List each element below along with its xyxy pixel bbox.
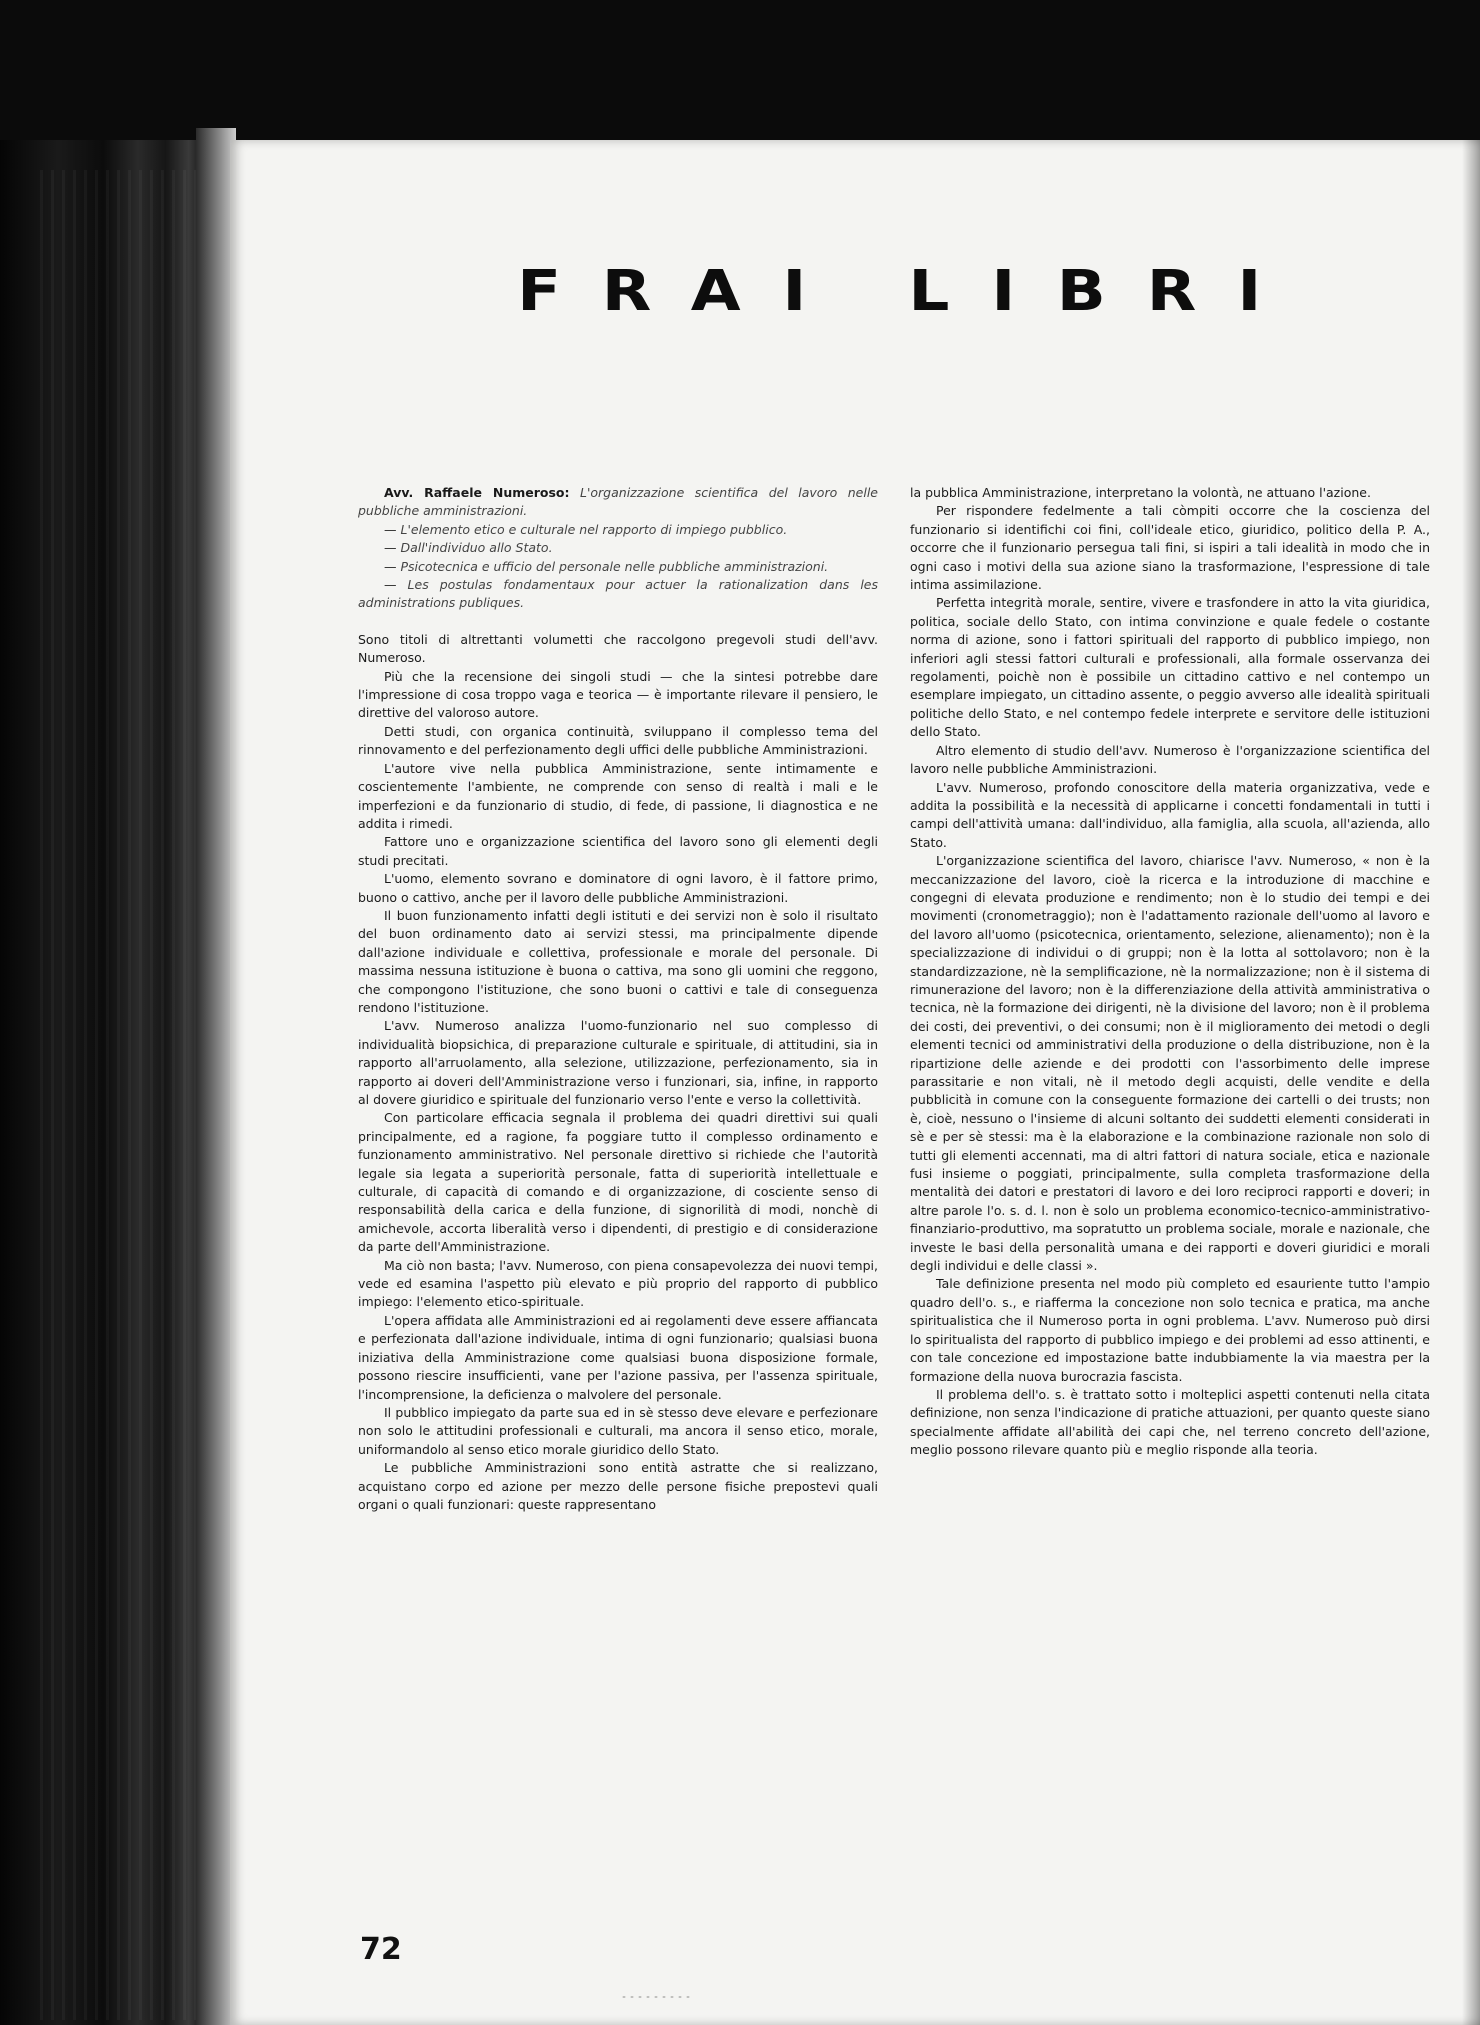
body-paragraph: Il pubblico impiegato da parte sua ed in sè stesso deve elevare e perfezionare non solo le attitudini professionali e culturali, ma ancora il senso etico, morale, uniformandolo al senso etico morale giuridico dello Stato.	[358, 1404, 878, 1457]
review-work-title: L'organizzazione scientifica del lavoro nelle pubbliche amministrazioni.	[358, 485, 878, 519]
work-dash: —	[384, 540, 397, 556]
body-paragraph: Sono titoli di altrettanti volumetti che raccolgono pregevoli studi dell'avv. Numeroso.	[358, 631, 878, 666]
body-paragraph: Tale definizione presenta nel modo più completo ed esauriente tutto l'ampio quadro dell'o. s., e riafferma la concezione non solo tecnica e pratica, ma anche spiritualistica che il Numeroso porta in ogni problema. L'avv. Numeroso può dirsi lo spiritualista del rapporto di pubblico impiego e dei problemi ad esso attinenti, e con tale concezione ed impostazione batte indubbiamente la via maestra per la formazione della nuova burocrazia fascista.	[910, 1276, 1430, 1384]
scan-right-step-dark	[1268, 0, 1480, 150]
body-paragraph: Per rispondere fedelmente a tali còmpiti occorre che la coscienza del funzionario si identifichi coi fini, coll'ideale etico, giuridico, politico della P. A., occorre che il funzionario persegua tali fini, si ispiri a tali idealità in modo che in ogni caso i motivi della sua azione siano la trasformazione, l'espressione di tale intima assimilazione.	[910, 503, 1430, 593]
body-paragraph: Con particolare efficacia segnala il problema dei quadri direttivi sui quali principalmente, ed a ragione, fa poggiare tutto il complesso ordinamento e funzionamento amministrativo. Nel personale direttivo si richiede che l'autorità legale sia legata a superiorità personale, fatta di superiorità intellettuale e culturale, di capacità di comando e di organizzazione, di cosciente senso di responsabilità della carica e della funzione, di signorilità di modi, nonchè di amichevole, accorta liberalità verso i dipendenti, di prestigio e di considerazione da parte dell'Amministrazione.	[358, 1110, 878, 1255]
body-paragraph: Le pubbliche Amministrazioni sono entità astratte che si realizzano, acquistano corpo ed azione per mezzo delle persone fisiche prepostevi quali organi o quali funzionari: queste rappresentano	[358, 1460, 878, 1512]
heading-letter: A	[690, 259, 741, 324]
heading-letter: R	[1146, 259, 1196, 324]
body-paragraph: Fattore uno e organizzazione scientifica del lavoro sono gli elementi degli studi precitati.	[358, 834, 878, 868]
scan-top-background	[0, 0, 1480, 140]
right-column	[910, 484, 1430, 1460]
body-paragraph: L'organizzazione scientifica del lavoro, chiarisce l'avv. Numeroso, « non è la meccanizzazione del lavoro, cioè la ricerca e la introduzione di macchine e congegni di elevata produzione e rendimento; non è lo studio dei tempi e dei movimenti (cronometraggio); non è l'adattamento razionale dell'uomo al lavoro e del lavoro all'uomo (psicotecnica, orientamento, selezione, alienamento); non è la specializzazione di individui o di gruppi; non è la lotta al sottolavoro; non è la standardizzazione, nè la semplificazione, nè la normalizzazione; non è il sistema di rimunerazione del lavoro; non è la differenziazione della attività amministrativa o tecnica, nè la formazione dei dirigenti, nè la divisione del lavoro; non è il problema dei costi, dei preventivi, o dei consumi; non è il miglioramento dei metodi o degli elementi tecnici od amministrativi della produzione o della distribuzione, non è la ripartizione delle aziende e dei prodotti con l'assorbimento delle imprese parassitarie e non vitali, nè il metodo degli acquisti, delle vendite e della pubblicità in comune con la conseguente formazione dei cartelli o dei trusts; non è, cioè, nessuno o l'insieme di alcuni soltanto dei suddetti elementi considerati in sè e per sè stessi: ma è la elaborazione e la combinazione razionale non solo di tutti gli elementi accennati, ma di altri fattori di natura sociale, etica e nazionale fusi insieme o poggiati, principalmente, sulla completa trasformazione della mentalità dei datori e prestatori di lavoro e dei loro reciproci rapporti e doveri; in altre parole l'o. s. d. l. non è solo un problema economico-tecnico-amministrativo-finanziario-produttivo, ma sopratutto un problema sociale, morale e nazionale, che investe le basi della personalità umana e dei rapporti e doveri giuridici e morali degli individui e delle classi ».	[910, 853, 1430, 1274]
review-work-title: L'elemento etico e culturale nel rapporto di impiego pubblico.	[400, 521, 788, 537]
section-heading	[517, 259, 1262, 324]
body-paragraph: L'opera affidata alle Amministrazioni ed ai regolamenti deve essere affiancata e perfezionata dall'azione individuale, intima di ogni funzionario; qualsiasi buona iniziativa della Amministrazione come qualsiasi buona disposizione formale, possono riescire insufficienti, vane per l'azione passiva, per l'assenza spirituale, l'incomprensione, la deficienza o malvolere del personale.	[358, 1312, 878, 1402]
review-work-title: Psicotecnica e ufficio del personale nelle pubbliche amministrazioni.	[400, 558, 829, 574]
heading-letter: I	[1237, 259, 1262, 324]
work-dash: —	[384, 577, 397, 593]
work-dash: —	[384, 521, 397, 537]
heading-letter: L	[908, 259, 950, 324]
review-work-title: Les postulas fondamentaux pour actuer la rationalization dans les administrations publiques.	[358, 577, 878, 611]
heading-letter: I	[782, 259, 807, 324]
body-paragraph: Ma ciò non basta; l'avv. Numeroso, con piena consapevolezza dei nuovi tempi, vede ed esamina l'aspetto più elevato e più proprio del rapporto di pubblico impiego: l'elemento etico-spirituale.	[358, 1257, 878, 1310]
body-paragraph: la pubblica Amministrazione, interpretano la volontà, ne attuano l'azione.	[910, 485, 1371, 500]
body-paragraph: Il buon funzionamento infatti degli istituti e dei servizi non è solo il risultato del buon ordinamento dato ai servizi stessi, ma principalmente dipende dall'azione individuale e collettiva, professionale e morale del personale. Di massima nessuna istituzione è buona o cattiva, ma sono gli uomini che reggono, che compongono l'istituzione, che sono buoni o cattivi e tale di conseguenza rendono l'istituzione.	[358, 907, 878, 1015]
review-work-item	[358, 558, 878, 576]
body-paragraph: Detti studi, con organica continuità, sviluppano il complesso tema del rinnovamento e del perfezionamento degli uffici delle pubbliche Amministrazioni.	[358, 723, 878, 758]
body-paragraph: Perfetta integrità morale, sentire, vivere e trasfondere in atto la vita giuridica, politica, sociale dello Stato, con intima convinzione e quale fedele o costante norma di azione, sono i fattori spirituali del rapporto di pubblico impiego, non inferiori agli stessi fattori culturali e professionali, alla formale osservanza dei regolamenti, poichè non è possibile un cittadino cattivo e nel contempo un esemplare impiegato, un cittadino assente, o peggio avverso alle idealità spirituali politiche dello Stato, e nel contempo fedele interprete e servitore delle istituzioni dello Stato.	[910, 595, 1430, 740]
body-paragraph: L'avv. Numeroso analizza l'uomo-funzionario nel suo complesso di individualità biopsichica, di preparazione culturale e spirituale, di attitudini, sia in rapporto all'arruolamento, alla selezione, utilizzazione, perfezionamento, sia in rapporto ai doveri dell'Amministrazione verso i funzionari, sia, infine, in rapporto al dovere giuridico e spirituale del funzionario verso l'ente e verso la collettività.	[358, 1018, 878, 1107]
review-author: Avv. Raffaele Numeroso:	[384, 485, 570, 500]
work-dash: —	[384, 558, 397, 574]
heading-letter: I	[991, 259, 1016, 324]
heading-letter: B	[1057, 259, 1107, 324]
heading-letter: F	[517, 259, 562, 324]
page-number: 72	[360, 1932, 402, 1967]
review-work-item	[358, 521, 878, 539]
body-paragraph: Il problema dell'o. s. è trattato sotto i molteplici aspetti contenuti nella citata definizione, non senza l'indicazione di pratiche attuazioni, per quanto queste siano specialmente affidate all'abilità dei capi che, nel terreno concreto dell'azione, meglio possono rilevare quanto più e meglio risponde alla teoria.	[910, 1386, 1430, 1458]
heading-letter: R	[601, 259, 652, 324]
spacer	[358, 613, 878, 631]
body-paragraph: L'uomo, elemento sovrano e dominatore di ogni lavoro, è il fattore primo, buono o cattivo, anche per il lavoro delle pubbliche Amministrazioni.	[358, 871, 878, 905]
page-right-shadow	[1462, 140, 1480, 2025]
review-work-item	[358, 576, 878, 613]
review-work-item	[358, 539, 878, 557]
scan-left-stripes	[40, 170, 220, 2020]
body-paragraph: L'avv. Numeroso, profondo conoscitore della materia organizzativa, vede e addita la possibilità e la necessità di applicarne i concetti fondamentali in tutti i campi dell'attività umana: dall'individuo, alla famiglia, alla scuola, all'azienda, allo Stato.	[910, 779, 1430, 850]
review-header	[358, 484, 878, 521]
body-paragraph: Più che la recensione dei singoli studi — che la sintesi potrebbe dare l'impressione di cosa troppo vaga e teorica — è importante rilevare il pensiero, le direttive del valoroso autore.	[358, 668, 878, 721]
scan-speck	[620, 1995, 690, 1999]
review-work-title: Dall'individuo allo Stato.	[400, 540, 553, 556]
body-paragraph: L'autore vive nella pubblica Amministrazione, sente intimamente e coscientemente l'ambiente, ne comprende con senso di realtà i mali e le imperfezioni e da funzionario di studio, di fede, di passione, li diagnostica e ne addita i rimedi.	[358, 760, 878, 831]
left-column	[358, 484, 878, 1514]
body-paragraph: Altro elemento di studio dell'avv. Numeroso è l'organizzazione scientifica del lavoro nelle pubbliche Amministrazioni.	[910, 742, 1430, 777]
